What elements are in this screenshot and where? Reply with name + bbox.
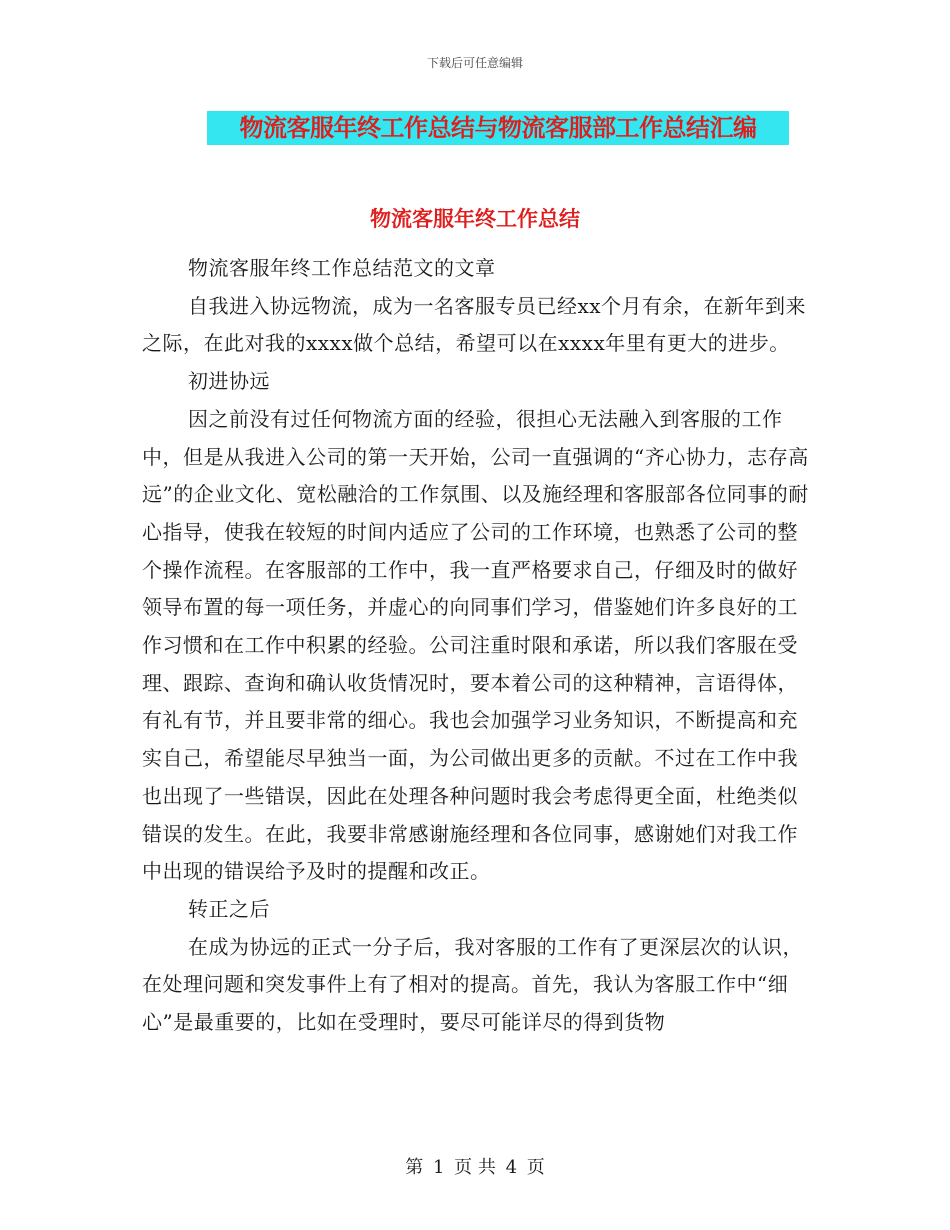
footer-prefix: 第: [405, 1157, 424, 1178]
paragraph: 初进协远: [188, 369, 270, 394]
footer-page-number: 1: [432, 1157, 445, 1178]
footer-total-pages: 4: [505, 1157, 518, 1178]
main-title: 物流客服年终工作总结与物流客服部工作总结汇编: [239, 114, 757, 142]
header-note: 下载后可任意编辑: [426, 56, 523, 70]
body-text: [142, 250, 812, 1042]
paragraph: 在成为协远的正式一分子后，我对客服的工作有了更深层次的认识，在处理问题和突发事件上有了相对的提高。首先，我认为客服工作中“细心”是最重要的，比如在受理时，要尽可能详尽的得到货物: [142, 934, 803, 1035]
footer-mid: 页 共: [454, 1157, 496, 1178]
main-title-highlight: [207, 111, 789, 145]
section-title: 物流客服年终工作总结: [370, 207, 580, 231]
paragraph: 物流客服年终工作总结范文的文章: [188, 256, 496, 280]
page-footer: [0, 1153, 950, 1179]
footer-suffix: 页: [526, 1157, 545, 1178]
paragraph: 转正之后: [188, 896, 270, 921]
paragraph: 因之前没有过任何物流方面的经验，很担心无法融入到客服的工作中，但是从我进入公司的第一天开始，公司一直强调的“齐心协力，志存高远”的企业文化、宽松融洽的工作氛围、以及施经理和客服部各位同事的耐心指导，使我在较短的时间内适应了公司的工作环境，也熟悉了公司的整个操作流程。在客服部的工作中，我一直严格要求自己，仔细及时的做好领导布置的每一项任务，并虚心的向同事们学习，借鉴她们许多良好的工作习惯和在工作中积累的经验。公司注重时限和承诺，所以我们客服在受理、跟踪、查询和确认收货情况时，要本着公司的这种精神，言语得体，有礼有节，并且要非常的细心。我也会加强学习业务知识，不断提高和充实自己，希望能尽早独当一面，为公司做出更多的贡献。不过在工作中我也出现了一些错误，因此在处理各种问题时我会考虑得更全面，杜绝类似错误的发生。在此，我要非常感谢施经理和各位同事，感谢她们对我工作中出现的错误给予及时的提醒和改正。: [142, 406, 809, 884]
paragraph: 自我进入协远物流，成为一名客服专员已经xx个月有余，在新年到来之际，在此对我的xxxx做个总结，希望可以在xxxx年里有更大的进步。: [142, 293, 807, 356]
